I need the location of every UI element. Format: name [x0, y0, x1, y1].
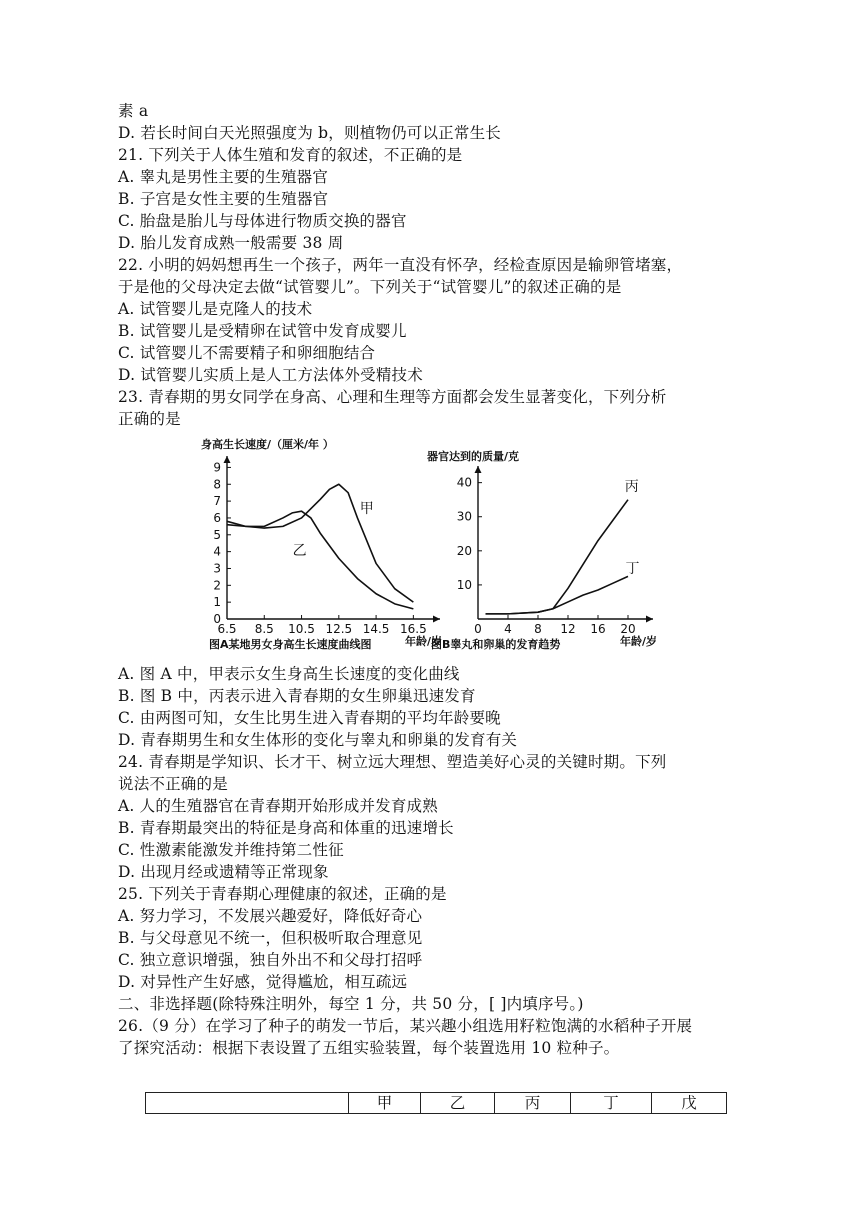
chart-a-series-line — [227, 484, 413, 602]
experiment-table — [145, 1092, 727, 1114]
text-line: B. 图 B 中，丙表示进入青春期的女生卵巢迅速发育 — [118, 687, 476, 705]
chart-b-y-axis-head — [475, 466, 482, 473]
chart-a-xtick-label: 8.5 — [254, 622, 274, 636]
chart-b-caption: 图B睾丸和卵巢的发育趋势 — [431, 638, 561, 651]
figure-svg — [195, 436, 665, 656]
chart-b-xtick-label: 0 — [474, 622, 482, 636]
table-header-cell — [146, 1093, 349, 1114]
chart-b-x-axis-head — [646, 616, 653, 623]
chart-a-xtick-label: 10.5 — [288, 622, 315, 636]
chart-b-series-label: 丙 — [624, 479, 639, 496]
text-line: 了探究活动：根据下表设置了五组实验装置，每个装置选用 10 粒种子。 — [118, 1039, 620, 1057]
chart-b-xtick-label: 4 — [504, 622, 512, 636]
chart-a-xtick-label: 14.5 — [362, 622, 390, 636]
chart-a-series-label: 甲 — [359, 500, 374, 517]
chart-a-ytick-label: 5 — [213, 527, 221, 542]
chart-a-ytick-label: 6 — [213, 510, 221, 525]
chart-a-xtick-label: 16.5 — [400, 622, 427, 636]
text-line: 22. 小明的妈妈想再生一个孩子，两年一直没有怀孕，经检查原因是输卵管堵塞， — [118, 256, 683, 274]
text-line: 26.（9 分）在学习了种子的萌发一节后，某兴趣小组选用籽粒饱满的水稻种子开展 — [118, 1017, 693, 1035]
text-line: A. 努力学习，不发展兴趣爱好，降低好奇心 — [118, 907, 423, 925]
text-line: 25. 下列关于青春期心理健康的叙述，正确的是 — [118, 885, 447, 903]
table-header-cell: 甲 — [349, 1093, 421, 1114]
chart-b-xtick-label: 8 — [534, 622, 542, 636]
text-line: D. 若长时间白天光照强度为 b，则植物仍可以正常生长 — [118, 124, 501, 142]
chart-a-ytick-label: 1 — [213, 595, 221, 610]
chart-a-ytick-label: 2 — [213, 578, 221, 593]
chart-a-x-axis-head — [433, 616, 440, 623]
text-line: C. 试管婴儿不需要精子和卵细胞结合 — [118, 344, 376, 362]
chart-a-series-line — [227, 511, 413, 609]
text-line: D. 对异性产生好感，觉得尴尬，相互疏远 — [118, 973, 408, 991]
chart-a-ytick-label: 7 — [213, 494, 221, 509]
chart-a-xtick-label: 6.5 — [217, 622, 237, 636]
text-line: D. 胎儿发育成熟一般需要 38 周 — [118, 234, 344, 252]
chart-a-series-label: 乙 — [292, 543, 307, 559]
text-line: 21. 下列关于人体生殖和发育的叙述，不正确的是 — [118, 146, 463, 164]
chart-a-y-axis-head — [224, 456, 231, 463]
chart-a-ytick-label: 9 — [213, 460, 221, 475]
text-line: 说法不正确的是 — [118, 775, 228, 793]
chart-b-ytick-label: 20 — [456, 543, 472, 558]
chart-b-ytick-label: 10 — [456, 577, 472, 592]
text-line: D. 出现月经或遗精等正常现象 — [118, 863, 329, 881]
text-line: B. 青春期最突出的特征是身高和体重的迅速增长 — [118, 819, 454, 837]
chart-b-ytick-label: 40 — [456, 475, 472, 490]
text-line: 于是他的父母决定去做“试管婴儿”。下列关于“试管婴儿”的叙述正确的是 — [118, 278, 622, 296]
text-line: B. 试管婴儿是受精卵在试管中发育成婴儿 — [118, 322, 407, 340]
chart-b-xtick-label: 16 — [590, 622, 606, 636]
text-line: 24. 青春期是学知识、长才干、树立远大理想、塑造美好心灵的关键时期。下列 — [118, 753, 667, 771]
chart-b-series-line — [486, 576, 629, 614]
chart-a-ytick-label: 0 — [213, 612, 221, 626]
text-line: A. 睾丸是男性主要的生殖器官 — [118, 168, 329, 186]
chart-b-xtick-label: 12 — [560, 622, 576, 636]
text-line: B. 与父母意见不统一，但积极听取合理意见 — [118, 929, 423, 947]
table-header-cell: 乙 — [421, 1093, 495, 1114]
chart-a-ytick-label: 3 — [213, 561, 221, 576]
chart-b-xlabel: 年龄/岁 — [619, 635, 657, 648]
figure-growth-charts — [195, 436, 665, 656]
text-line: C. 独立意识增强，独自外出不和父母打招呼 — [118, 951, 423, 969]
chart-b-xtick-label: 20 — [620, 622, 636, 636]
table-header-cell: 丙 — [495, 1093, 571, 1114]
text-line: C. 由两图可知，女生比男生进入青春期的平均年龄要晚 — [118, 709, 501, 727]
table-header-cell: 戊 — [652, 1093, 727, 1114]
text-line: A. 试管婴儿是克隆人的技术 — [118, 300, 313, 318]
text-line: 二、非选择题(除特殊注明外，每空 1 分，共 50 分，[ ]内填序号。) — [118, 995, 584, 1013]
text-line: C. 胎盘是胎儿与母体进行物质交换的器官 — [118, 212, 407, 230]
chart-a-ylabel: 身高生长速度/（厘米/年 ） — [201, 438, 334, 451]
chart-a-xtick-label: 12.5 — [325, 622, 353, 636]
chart-a-ytick-label: 8 — [213, 477, 221, 492]
text-line: D. 青春期男生和女生体形的变化与睾丸和卵巢的发育有关 — [118, 731, 518, 749]
chart-a-caption: 图A某地男女身高生长速度曲线图 — [209, 638, 372, 651]
text-line: B. 子宫是女性主要的生殖器官 — [118, 190, 329, 208]
chart-b-series-label: 丁 — [625, 560, 640, 577]
chart-b-series-line — [486, 500, 629, 614]
chart-b-ytick-label: 30 — [456, 509, 472, 524]
text-line: C. 性激素能激发并维持第二性征 — [118, 841, 344, 859]
table-header-cell: 丁 — [571, 1093, 652, 1114]
text-line: 23. 青春期的男女同学在身高、心理和生理等方面都会发生显著变化，下列分析 — [118, 388, 667, 406]
chart-b-ylabel: 器官达到的质量/克 — [427, 450, 520, 463]
chart-a-ytick-label: 4 — [213, 544, 221, 559]
text-line: D. 试管婴儿实质上是人工方法体外受精技术 — [118, 366, 423, 384]
text-line: 正确的是 — [118, 410, 181, 428]
chart-a-xlabel: 年龄/岁 — [404, 635, 442, 648]
table-header-row — [146, 1093, 727, 1114]
text-line: A. 人的生殖器官在青春期开始形成并发育成熟 — [118, 797, 438, 815]
text-line: A. 图 A 中，甲表示女生身高生长速度的变化曲线 — [118, 665, 460, 683]
text-line: 素 a — [118, 102, 149, 120]
